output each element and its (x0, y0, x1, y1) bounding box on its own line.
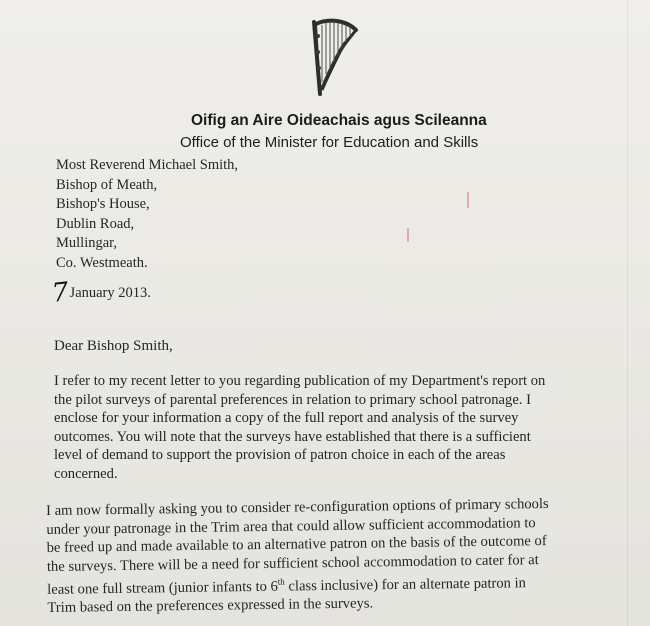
recipient-address (56, 156, 238, 273)
handwritten-day: 7 (50, 277, 71, 309)
paragraph-line: be freed up and made available to an alternative patron on the basis of the outcome of (46, 533, 547, 556)
paragraph-line: the surveys. There will be a need for sufficient school accommodation to cater for at (46, 551, 539, 575)
page-crease (627, 0, 628, 626)
pink-ink-mark (467, 192, 469, 208)
harp-icon (306, 16, 364, 98)
body-paragraph-1 (54, 372, 624, 483)
salutation: Dear Bishop Smith, (54, 338, 173, 354)
paragraph-line: the pilot surveys of parental preferences in relation to primary school patronage. I (54, 391, 531, 408)
office-name-irish: Oifig an Aire Oideachais agus Scileanna (191, 112, 487, 129)
address-line: Bishop of Meath, (56, 176, 158, 193)
paragraph-line: Trim based on the preferences expressed in the surveys. (47, 595, 374, 617)
paragraph-line: least one full stream (junior infants to 6th class inclusive) for an alternate patron in (47, 575, 527, 598)
letter-date (52, 278, 151, 308)
address-line: Dublin Road, (56, 215, 135, 232)
paragraph-line: under your patronage in the Trim area that could allow sufficient accommodation to (46, 514, 536, 538)
paragraph-line: I refer to my recent letter to you regarding publication of my Department's report on (54, 373, 546, 389)
paragraph-line: concerned. (54, 465, 118, 482)
address-line: Mullingar, (56, 235, 118, 251)
date-month-year: January 2013. (69, 285, 151, 301)
office-name-english: Office of the Minister for Education and Skills (180, 134, 479, 151)
paragraph-line: outcomes. You will note that the surveys have established that there is a sufficient (54, 428, 531, 445)
pink-ink-mark (407, 228, 409, 242)
body-paragraph-2 (46, 494, 626, 618)
address-line: Most Reverend Michael Smith, (56, 157, 239, 173)
paragraph-line: I am now formally asking you to consider re-configuration options of primary schools (46, 495, 549, 519)
paragraph-line: level of demand to support the provision of patron choice in each of the areas (54, 447, 506, 463)
paragraph-line: enclose for your information a copy of the full report and analysis of the survey (54, 410, 519, 426)
address-line: Co. Westmeath. (56, 254, 148, 271)
address-line: Bishop's House, (56, 196, 150, 212)
